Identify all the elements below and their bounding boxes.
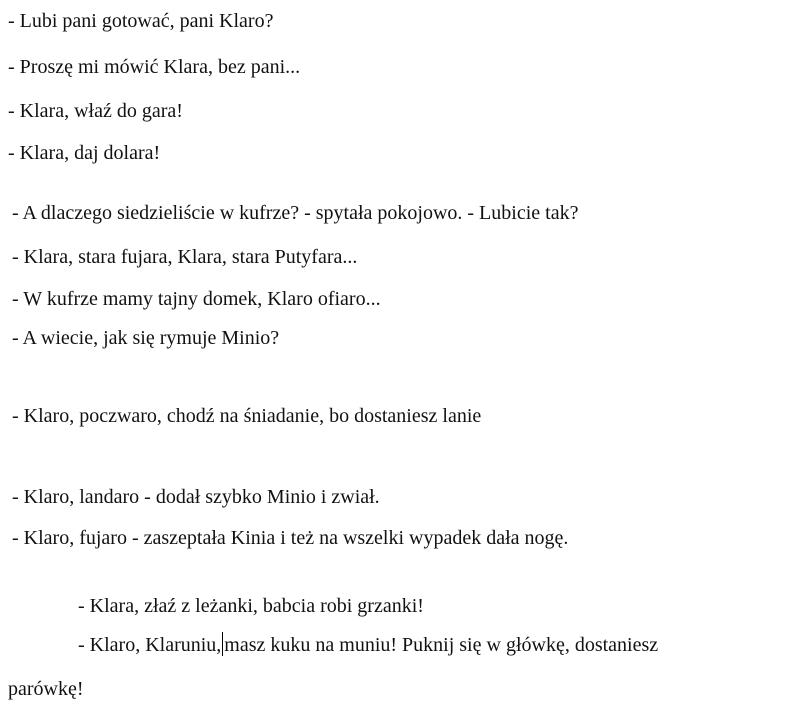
dialogue-line: - Klaro, poczwaro, chodź na śniadanie, bo dostaniesz lanie [12,405,482,427]
dialogue-line: - Klara, daj dolara! [8,142,161,164]
dialogue-line: - A wiecie, jak się rymuje Minio? [12,327,280,349]
text-before-cursor: - Klaro, Klaruniu, [78,634,222,656]
dialogue-line: - Klara, stara fujara, Klara, stara Putyfara... [12,246,358,268]
dialogue-line: - Klara, złaź z leżanki, babcia robi grzanki! [78,595,424,617]
dialogue-line: - Klara, właź do gara! [8,100,183,122]
dialogue-line-with-cursor[interactable] [78,632,658,657]
dialogue-line: - W kufrze mamy tajny domek, Klaro ofiaro... [12,288,381,310]
dialogue-line: parówkę! [8,678,84,700]
text-after-cursor: masz kuku na muniu! Puknij się w główkę, dostaniesz [224,634,659,656]
dialogue-line: - Proszę mi mówić Klara, bez pani... [8,56,301,78]
dialogue-line: - Klaro, fujaro - zaszeptała Kinia i też na wszelki wypadek dała nogę. [12,527,569,549]
dialogue-line: - Lubi pani gotować, pani Klaro? [8,10,274,32]
dialogue-line: - Klaro, landaro - dodał szybko Minio i zwiał. [12,486,380,508]
dialogue-line: - A dlaczego siedzieliście w kufrze? - spytała pokojowo. - Lubicie tak? [12,202,579,224]
